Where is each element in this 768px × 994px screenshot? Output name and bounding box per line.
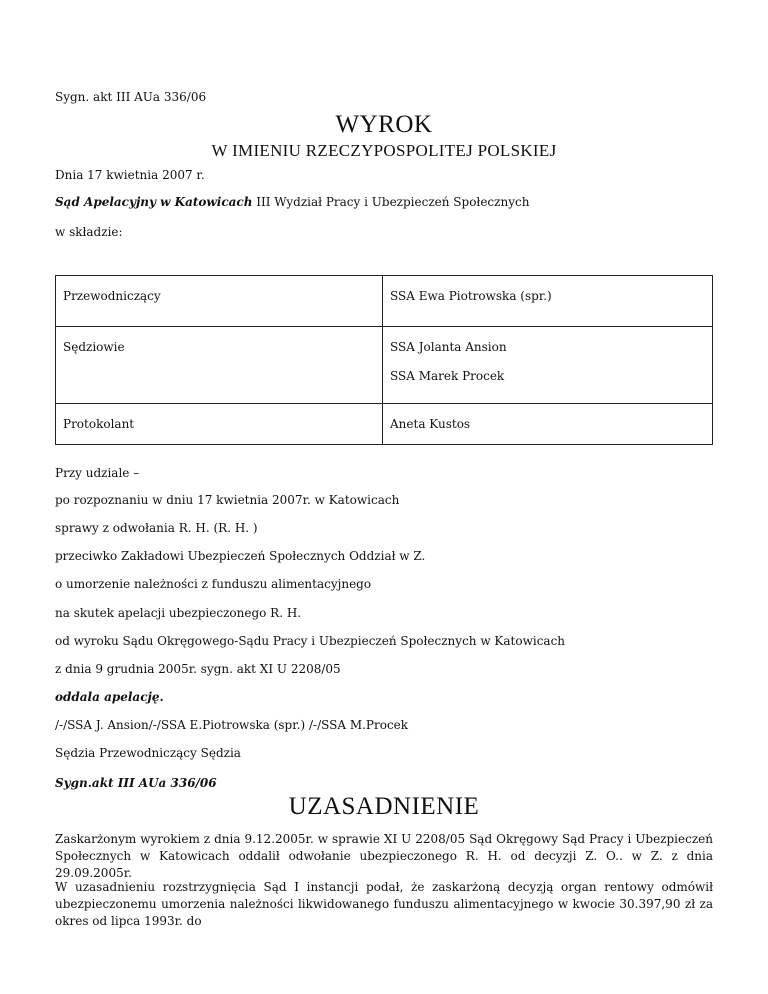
body-line: z dnia 9 grudnia 2005r. sygn. akt XI U 2208/05 (55, 662, 341, 676)
panel-row-judges (56, 327, 713, 404)
body-line: o umorzenie należności z funduszu alimentacyjnego (55, 577, 372, 591)
panel-role-cell (56, 276, 383, 327)
document-subtitle: W IMIENIU RZECZYPOSPOLITEJ POLSKIEJ (211, 141, 557, 160)
panel-role: Protokolant (63, 417, 135, 431)
signatures-line: /-/SSA J. Ansion/-/SSA E.Piotrowska (spr.) /-/SSA M.Procek (55, 718, 409, 732)
body-line: na skutek apelacji ubezpieczonego R. H. (55, 606, 302, 620)
panel-names-cell (383, 276, 713, 327)
composition-label: w składzie: (55, 225, 123, 239)
justification-paragraph: W uzasadnieniu rozstrzygnięcia Sąd I instancji podał, że zaskarżoną decyzją organ rentowy odmówił ubezpieczonemu umorzenia należności likwidowanego funduszu alimentacyjnego w kwocie 30.397,90 zł za okres od lipca 1993r. do (55, 880, 713, 928)
panel-name: SSA Jolanta Ansion (390, 340, 507, 354)
court-panel-table (55, 275, 713, 445)
signature-roles-line: Sędzia Przewodniczący Sędzia (55, 746, 241, 760)
case-reference: Sygn. akt III AUa 336/06 (55, 90, 207, 104)
body-line: Przy udziale – (55, 466, 140, 480)
panel-name: Aneta Kustos (390, 417, 471, 431)
document-title: WYROK (335, 111, 433, 138)
body-line: sprawy z odwołania R. H. (R. H. ) (55, 521, 258, 535)
court-line (55, 194, 529, 210)
panel-name: SSA Marek Procek (390, 369, 505, 383)
panel-name: SSA Ewa Piotrowska (spr.) (390, 289, 552, 303)
panel-row-chair (56, 276, 713, 327)
panel-row-clerk (56, 404, 713, 445)
body-line: po rozpoznaniu w dniu 17 kwietnia 2007r. w Katowicach (55, 493, 400, 507)
panel-role-cell (56, 404, 383, 445)
court-division: III Wydział Pracy i Ubezpieczeń Społecznych (252, 195, 530, 209)
panel-role: Sędziowie (63, 340, 125, 354)
panel-role: Przewodniczący (63, 289, 161, 303)
panel-names-cell (383, 404, 713, 445)
body-line: przeciwko Zakładowi Ubezpieczeń Społecznych Oddział w Z. (55, 549, 426, 563)
justification-title: UZASADNIENIE (288, 793, 480, 820)
verdict: oddala apelację. (55, 690, 164, 704)
body-line: od wyroku Sądu Okręgowego-Sądu Pracy i Ubezpieczeń Społecznych w Katowicach (55, 634, 566, 648)
justification-case-reference: Sygn.akt III AUa 336/06 (55, 776, 217, 790)
date-line: Dnia 17 kwietnia 2007 r. (55, 168, 205, 182)
court-name: Sąd Apelacyjny w Katowicach (55, 195, 253, 209)
panel-names-cell (383, 327, 713, 404)
panel-role-cell (56, 327, 383, 404)
justification-paragraph: Zaskarżonym wyrokiem z dnia 9.12.2005r. w sprawie XI U 2208/05 Sąd Okręgowy Sąd Pracy i Ubezpieczeń Społecznych w Katowicach oddalił odwołanie ubezpieczonego R. H. od decyzji Z. O.. w Z. z dnia 29.09.2005r. (55, 832, 713, 880)
